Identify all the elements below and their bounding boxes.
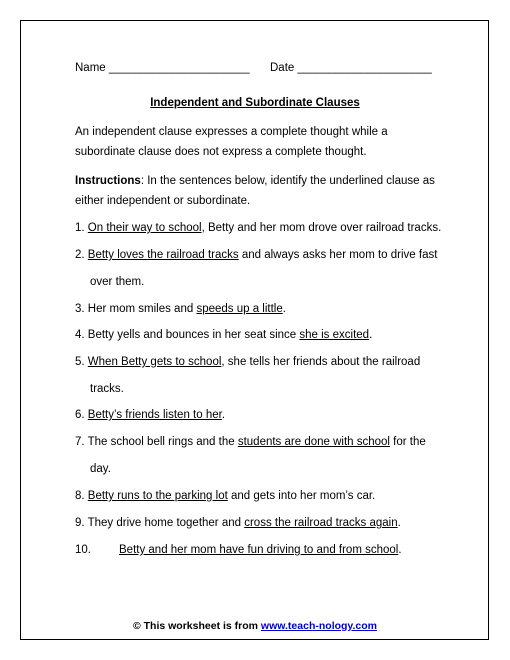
list-item-1 <box>75 221 441 235</box>
item-text: Betty yells and bounces in her seat since she is excited. <box>87 329 373 341</box>
name-blank: ______________________ <box>108 62 250 74</box>
item-text: Betty loves the railroad tracks and always asks her mom to drive fast <box>87 249 438 261</box>
item-text: Betty and her mom have fun driving to and from school. <box>119 544 402 556</box>
item-text: Betty runs to the parking lot and gets into her mom’s car. <box>87 490 376 502</box>
instructions-line-2: either independent or subordinate. <box>75 195 251 207</box>
item-text: On their way to school, Betty and her mom drove over railroad tracks. <box>87 222 442 234</box>
date-field <box>270 61 432 75</box>
name-label: Name <box>75 62 106 74</box>
item-text: Betty’s friends listen to her. <box>87 409 226 421</box>
instructions-line-1 <box>75 174 435 188</box>
item-number: 5. <box>75 356 85 368</box>
underlined-clause: On their way to school <box>87 222 202 234</box>
item-text: The school bell rings and the students are done with school for the <box>87 436 426 448</box>
item-number: 3. <box>75 303 85 315</box>
list-item-5-continued: tracks. <box>90 383 124 395</box>
item-number: 7. <box>75 436 85 448</box>
underlined-clause: Betty runs to the parking lot <box>87 490 228 502</box>
instructions-text: : In the sentences below, identify the underlined clause as <box>140 175 435 187</box>
item-number: 10. <box>75 544 91 556</box>
footer <box>0 619 510 633</box>
intro-line-2: subordinate clause does not express a complete thought. <box>75 146 367 158</box>
date-blank: _____________________ <box>297 62 432 74</box>
underlined-clause: Betty loves the railroad tracks <box>87 249 239 261</box>
item-text: Her mom smiles and speeds up a little. <box>87 303 286 315</box>
item-number: 4. <box>75 329 85 341</box>
underlined-clause: When Betty gets to school <box>87 356 222 368</box>
list-item-7 <box>75 435 426 449</box>
instructions-label: Instructions <box>75 175 141 187</box>
footer-text: © This worksheet is from <box>132 620 261 632</box>
underlined-clause: Betty and her mom have fun driving to and from school <box>119 544 399 556</box>
list-item-9 <box>75 516 401 530</box>
date-label: Date <box>270 62 295 74</box>
underlined-clause: she is excited <box>299 329 370 341</box>
underlined-clause: cross the railroad tracks again <box>244 517 398 529</box>
list-item-7-continued: day. <box>90 463 111 475</box>
list-item-2 <box>75 248 437 262</box>
underlined-clause: speeds up a little <box>196 303 283 315</box>
item-number: 9. <box>75 517 85 529</box>
list-item-6 <box>75 408 225 422</box>
list-item-8 <box>75 489 375 503</box>
item-number: 6. <box>75 409 85 421</box>
item-text: They drive home together and cross the railroad tracks again. <box>87 517 401 529</box>
item-number: 1. <box>75 222 85 234</box>
list-item-3 <box>75 302 286 316</box>
list-item-4 <box>75 328 372 342</box>
intro-line-1: An independent clause expresses a complete thought while a <box>75 126 388 138</box>
list-item-2-continued: over them. <box>90 276 145 288</box>
footer-link[interactable]: www.teach-nology.com <box>260 620 378 632</box>
worksheet-title: Independent and Subordinate Clauses <box>150 97 360 109</box>
list-item-10 <box>75 543 402 557</box>
item-number: 2. <box>75 249 85 261</box>
list-item-5 <box>75 355 420 369</box>
item-number: 8. <box>75 490 85 502</box>
name-field <box>75 61 250 75</box>
item-text: When Betty gets to school, she tells her friends about the railroad <box>87 356 421 368</box>
underlined-clause: Betty’s friends listen to her <box>87 409 222 421</box>
underlined-clause: students are done with school <box>237 436 390 448</box>
